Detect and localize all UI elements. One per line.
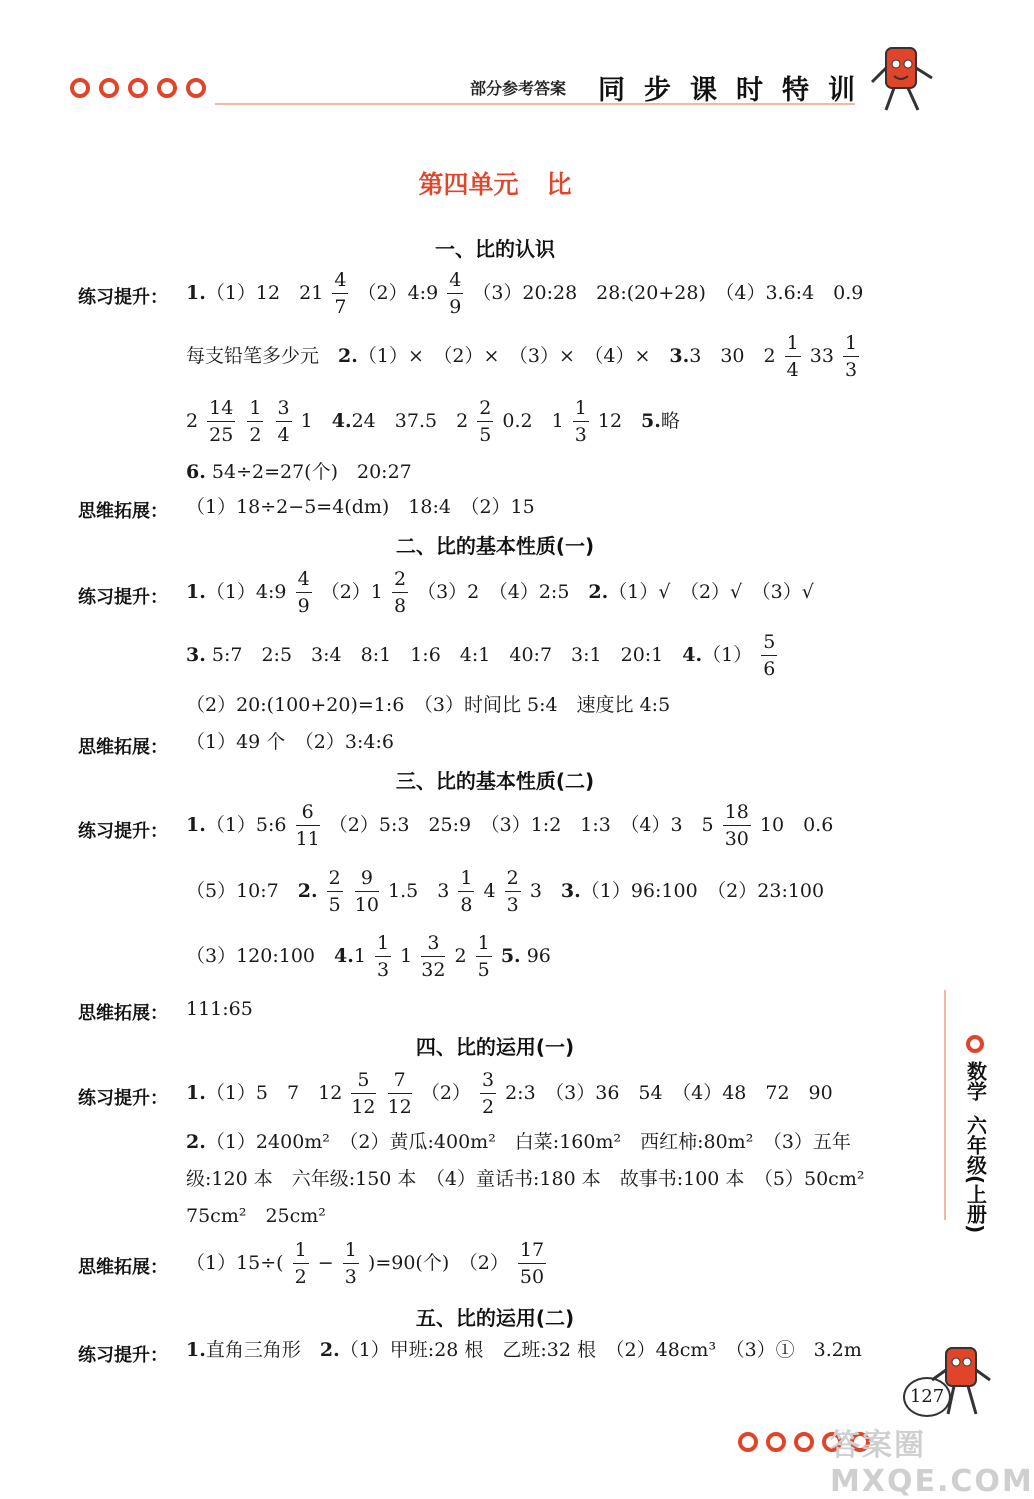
fraction: $\frac{4}{9}$ bbox=[297, 568, 310, 617]
answer-line: 1.直角三角形 2.（1）甲班:28 根 乙班:32 根 （2）48cm³ （3）① 3.2m bbox=[186, 1339, 862, 1361]
dot-icon bbox=[766, 1432, 786, 1452]
unit-number: 第四单元 bbox=[418, 170, 519, 199]
dot-icon bbox=[70, 78, 90, 98]
header-subtitle: 部分参考答案 bbox=[470, 79, 567, 98]
extend-label: 思维拓展： bbox=[78, 737, 168, 758]
dot-icon bbox=[186, 78, 206, 98]
header-dots bbox=[70, 78, 206, 98]
fraction: $\frac{4}{9}$ bbox=[449, 269, 462, 318]
fraction: $\frac{1}{5}$ bbox=[477, 932, 490, 981]
dot-icon bbox=[738, 1432, 758, 1452]
answer-line: 1.（1）5:6 $\frac{6}{11}$ （2）5:3 25:9 （3）1:2 1:3 （4）3 5 $\frac{18}{30}$ 10 0.6 bbox=[186, 801, 834, 850]
answer-line: 3. 5:7 2:5 3:4 8:1 1:6 4:1 40:7 3:1 20:1 4.（1） $\frac{5}{6}$ bbox=[186, 631, 776, 680]
fraction: $\frac{9}{10}$ bbox=[354, 867, 379, 916]
fraction: $\frac{1}{8}$ bbox=[460, 867, 473, 916]
section-title: 一、比的认识 bbox=[435, 237, 555, 261]
fraction: $\frac{14}{25}$ bbox=[209, 397, 234, 446]
fraction: $\frac{1}{4}$ bbox=[786, 332, 799, 381]
side-grade: 六年级(上册) bbox=[963, 1115, 988, 1234]
fraction: $\frac{18}{30}$ bbox=[724, 801, 749, 850]
practice-label: 练习提升： bbox=[78, 821, 168, 842]
dot-icon bbox=[966, 1035, 984, 1053]
fraction: $\frac{1}{2}$ bbox=[294, 1239, 307, 1288]
fraction: $\frac{1}{3}$ bbox=[845, 332, 858, 381]
practice-label: 练习提升： bbox=[78, 287, 168, 308]
pencil-mascot-icon bbox=[868, 38, 938, 116]
page-number: 127 bbox=[903, 1377, 951, 1417]
answer-line: （1）18÷2−5=4(dm) 18:4 （2）15 bbox=[186, 496, 535, 518]
dot-icon bbox=[794, 1432, 814, 1452]
fraction: $\frac{1}{2}$ bbox=[249, 397, 262, 446]
header-title: 同步课时特训 bbox=[598, 75, 874, 106]
fraction: $\frac{4}{7}$ bbox=[334, 269, 347, 318]
extend-label: 思维拓展： bbox=[78, 1257, 168, 1278]
fraction: $\frac{1}{3}$ bbox=[344, 1239, 357, 1288]
watermark: 答案圈 MXQE.COM bbox=[830, 1428, 1034, 1499]
pencil-mascot-icon bbox=[930, 1340, 996, 1420]
answer-line: 2.（1）2400m² （2）黄瓜:400m² 白菜:160m² 西红柿:80m² （3）五年 bbox=[186, 1131, 851, 1153]
side-tab bbox=[955, 1035, 995, 1233]
unit-name: 比 bbox=[546, 170, 572, 199]
fraction: $\frac{6}{11}$ bbox=[295, 801, 320, 850]
fraction: $\frac{1}{3}$ bbox=[574, 397, 587, 446]
fraction: $\frac{5}{6}$ bbox=[763, 631, 776, 680]
fraction: $\frac{3}{4}$ bbox=[277, 397, 290, 446]
answer-line: （2）20:(100+20)=1:6 （3）时间比 5:4 速度比 4:5 bbox=[186, 694, 671, 716]
unit-title bbox=[0, 165, 990, 201]
fraction: $\frac{5}{12}$ bbox=[351, 1069, 376, 1118]
fraction: $\frac{2}{3}$ bbox=[506, 867, 519, 916]
practice-label: 练习提升： bbox=[78, 1088, 168, 1109]
dot-icon bbox=[99, 78, 119, 98]
fraction: $\frac{3}{2}$ bbox=[481, 1069, 495, 1118]
answer-line: （3）120:100 4.1 $\frac{1}{3}$ 1 $\frac{3}{32}$ 2 $\frac{1}{5}$ 5. 96 bbox=[186, 932, 551, 981]
section-title: 五、比的运用(二) bbox=[415, 1306, 575, 1330]
answer-line: 75cm² 25cm² bbox=[186, 1205, 326, 1227]
answer-line: （5）10:7 2. $\frac{2}{5}$ $\frac{9}{10}$ 1.5 3 $\frac{1}{8}$ 4 $\frac{2}{3}$ 3 3.（1）96:100 （2）23:100 bbox=[186, 867, 825, 916]
answer-line: （1）49 个 （2）3:4:6 bbox=[186, 731, 394, 753]
answer-line: 1.（1）12 21 $\frac{4}{7}$ （2）4:9 $\frac{4}{9}$ （3）20:28 28:(20+28) （4）3.6:4 0.9 bbox=[186, 269, 864, 318]
answer-line: （1）15÷( $\frac{1}{2}$ − $\frac{1}{3}$ )=90(个) （2） $\frac{17}{50}$ bbox=[186, 1239, 545, 1288]
dot-icon bbox=[157, 78, 177, 98]
answer-line: 每支铅笔多少元 2.（1）× （2）× （3）× （4）× 3.3 30 2 $\frac{1}{4}$ 33 $\frac{1}{3}$ bbox=[186, 332, 858, 381]
answer-line: 2 $\frac{14}{25}$ $\frac{1}{2}$ $\frac{3}{4}$ 1 4.24 37.5 2 $\frac{2}{5}$ 0.2 1 $\frac{1}{3}$ 12 5.略 bbox=[186, 397, 680, 446]
section-title: 二、比的基本性质(一) bbox=[395, 534, 595, 558]
extend-label: 思维拓展： bbox=[78, 501, 168, 522]
practice-label: 练习提升： bbox=[78, 587, 168, 608]
dot-icon bbox=[128, 78, 148, 98]
answer-line: 111:65 bbox=[186, 998, 253, 1020]
fraction: $\frac{2}{5}$ bbox=[328, 867, 341, 916]
fraction: $\frac{2}{5}$ bbox=[479, 397, 492, 446]
side-rule bbox=[944, 990, 946, 1220]
fraction: $\frac{2}{8}$ bbox=[393, 568, 407, 617]
fraction: $\frac{1}{3}$ bbox=[377, 932, 390, 981]
side-subject: 数学 bbox=[963, 1061, 988, 1101]
fraction: $\frac{7}{12}$ bbox=[387, 1069, 412, 1118]
fraction: $\frac{3}{32}$ bbox=[421, 932, 446, 981]
extend-label: 思维拓展： bbox=[78, 1003, 168, 1024]
practice-label: 练习提升： bbox=[78, 1345, 168, 1366]
answer-line: 1.（1）5 7 12 $\frac{5}{12}$ $\frac{7}{12}$ （2） $\frac{3}{2}$ 2:3 （3）36 54 （4）48 72 90 bbox=[186, 1069, 833, 1118]
answer-line: 6. 54÷2=27(个) 20:27 bbox=[186, 461, 412, 483]
answer-line: 1.（1）4:9 $\frac{4}{9}$ （2）1 $\frac{2}{8}$ （3）2 （4）2:5 2.（1）√ （2）√ （3）√ bbox=[186, 568, 814, 617]
section-title: 三、比的基本性质(二) bbox=[395, 769, 595, 793]
section-title: 四、比的运用(一) bbox=[415, 1035, 575, 1059]
answer-line: 级:120 本 六年级:150 本 （4）童话书:180 本 故事书:100 本 （5）50cm² bbox=[186, 1168, 865, 1190]
fraction: $\frac{17}{50}$ bbox=[519, 1239, 545, 1288]
